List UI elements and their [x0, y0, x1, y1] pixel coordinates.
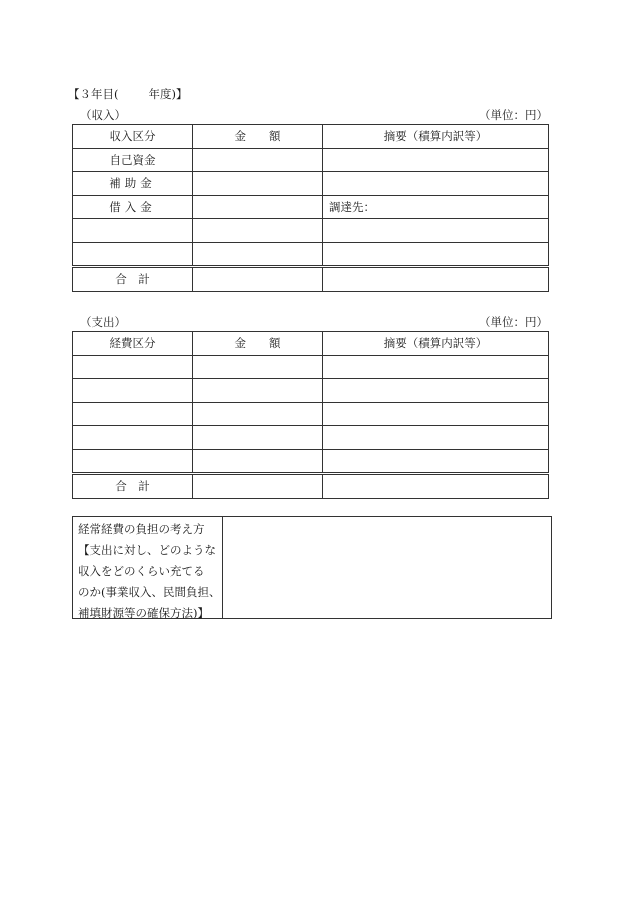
policy-label-line: 補填財源等の確保方法)】: [78, 606, 209, 620]
expense-category-cell[interactable]: [73, 426, 193, 450]
expense-category-cell[interactable]: [73, 449, 193, 474]
income-note-cell[interactable]: 調達先：: [323, 195, 549, 219]
income-amount-cell[interactable]: [193, 195, 323, 219]
expense-category-cell[interactable]: [73, 379, 193, 403]
expense-header-category: 経費区分: [73, 332, 193, 356]
expense-amount-cell[interactable]: [193, 355, 323, 379]
policy-label-line: 収入をどのくらい充てる: [78, 564, 205, 578]
expense-total-note[interactable]: [323, 474, 549, 499]
income-row: [73, 195, 549, 219]
expense-row: [73, 402, 549, 426]
expense-amount-cell[interactable]: [193, 379, 323, 403]
income-category-cell: 自己資金: [73, 148, 193, 172]
income-category-cell: 借入金: [73, 195, 193, 219]
income-category-cell: 補助金: [73, 172, 193, 196]
income-row: [73, 219, 549, 243]
income-total-row: [73, 267, 549, 292]
income-header-amount: 金 額: [193, 125, 323, 149]
income-unit-label: （単位：円）: [479, 108, 548, 122]
expense-amount-cell[interactable]: [193, 402, 323, 426]
expense-header-note: 摘要（積算内訳等）: [323, 332, 549, 356]
income-table: [72, 124, 549, 292]
expense-header-row: [73, 332, 549, 356]
expense-section-label: （支出）: [80, 315, 126, 329]
income-amount-cell[interactable]: [193, 242, 323, 267]
income-header-row: [73, 125, 549, 149]
expense-total-row: [73, 474, 549, 499]
income-header-note: 摘要（積算内訳等）: [323, 125, 549, 149]
policy-label-line: のか(事業収入、民間負担、: [78, 585, 221, 599]
income-total-amount[interactable]: [193, 267, 323, 292]
expense-category-cell[interactable]: [73, 355, 193, 379]
income-row: [73, 242, 549, 267]
expense-header-amount: 金 額: [193, 332, 323, 356]
expense-amount-cell[interactable]: [193, 449, 323, 474]
income-total-label: 合 計: [73, 267, 193, 292]
page-heading: [68, 86, 188, 102]
expense-amount-cell[interactable]: [193, 426, 323, 450]
income-row: [73, 148, 549, 172]
expense-table: [72, 331, 549, 499]
heading-prefix: 【３年目(: [68, 87, 119, 101]
policy-label-line: 【支出に対し、どのような: [78, 543, 216, 557]
expense-note-cell[interactable]: [323, 402, 549, 426]
policy-label-line: 経常経費の負担の考え方: [78, 522, 205, 536]
expense-note-cell[interactable]: [323, 449, 549, 474]
income-section-label: （収入）: [80, 108, 126, 122]
expense-note-cell[interactable]: [323, 379, 549, 403]
income-amount-cell[interactable]: [193, 172, 323, 196]
expense-row: [73, 379, 549, 403]
income-category-cell[interactable]: [73, 219, 193, 243]
expense-row: [73, 449, 549, 474]
cost-burden-policy-box: [72, 516, 552, 619]
cost-burden-policy-content[interactable]: [223, 517, 551, 618]
expense-row: [73, 355, 549, 379]
income-amount-cell[interactable]: [193, 148, 323, 172]
expense-unit-label: （単位：円）: [479, 315, 548, 329]
expense-note-cell[interactable]: [323, 426, 549, 450]
expense-category-cell[interactable]: [73, 402, 193, 426]
income-note-cell[interactable]: [323, 242, 549, 267]
expense-row: [73, 426, 549, 450]
cost-burden-policy-label: [73, 517, 223, 618]
expense-note-cell[interactable]: [323, 355, 549, 379]
expense-total-label: 合 計: [73, 474, 193, 499]
income-note-cell[interactable]: [323, 219, 549, 243]
income-category-cell[interactable]: [73, 242, 193, 267]
income-row: [73, 172, 549, 196]
income-note-cell[interactable]: [323, 172, 549, 196]
expense-total-amount[interactable]: [193, 474, 323, 499]
heading-suffix: 年度)】: [148, 87, 188, 101]
income-note-cell[interactable]: [323, 148, 549, 172]
income-total-note[interactable]: [323, 267, 549, 292]
income-amount-cell[interactable]: [193, 219, 323, 243]
income-header-category: 収入区分: [73, 125, 193, 149]
